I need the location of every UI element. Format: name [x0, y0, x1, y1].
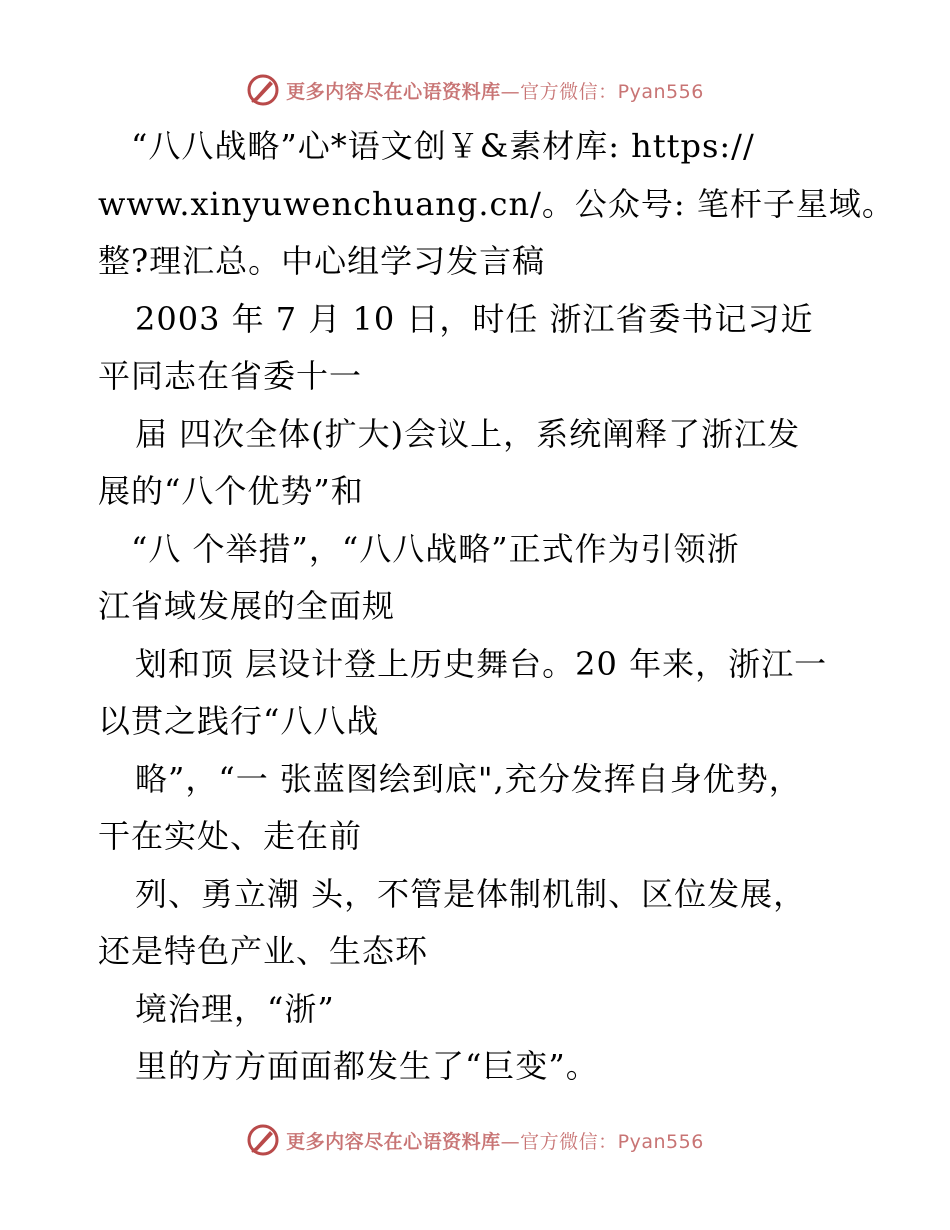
quill-pen-logo-icon: [246, 73, 280, 107]
body-line: 江省域发展的全面规: [98, 587, 396, 625]
body-line: 列、勇立潮 头，不管是体制机制、区位发展，: [135, 874, 807, 913]
header-banner-wechat: 官方微信：Pyan556: [520, 80, 704, 103]
header-banner: [0, 70, 950, 110]
body-line: 还是特色产业、生态环: [98, 932, 429, 970]
body-line: 境治理，“浙”: [135, 989, 335, 1028]
body-line: www.xinyuwenchuang.cn/。公众号: 笔杆子星域。: [98, 184, 895, 223]
body-line: 2003 年 7 月 10 日，时任 浙江省委书记习近: [135, 299, 814, 338]
quill-pen-logo-icon: [246, 1123, 280, 1157]
footer-banner-text: [286, 1127, 704, 1154]
header-banner-dash: —: [500, 80, 521, 103]
body-line: “八八战略”心*语文创￥&素材库: https://: [131, 127, 755, 165]
body-line: 展的“八个优势”和: [98, 472, 364, 510]
header-banner-text: [286, 77, 704, 104]
body-line: 届 四次全体(扩大)会议上，系统阐释了浙江发: [135, 414, 801, 453]
footer-banner-dash: —: [500, 1130, 521, 1153]
body-line: 划和顶 层设计登上历史舞台。20 年来，浙江一: [135, 644, 828, 683]
body-line: 略”，“一 张蓝图绘到底",充分发挥自身优势，: [135, 759, 802, 798]
body-line: “八 个举措”，“八八战略”正式作为引领浙: [131, 529, 740, 568]
footer-banner-wechat: 官方微信：Pyan556: [520, 1130, 704, 1153]
footer-banner: [0, 1120, 950, 1160]
body-line: 整?理汇总。中心组学习发言稿: [98, 242, 546, 280]
document-body: [98, 118, 895, 1096]
header-banner-title: 更多内容尽在心语资料库: [286, 80, 501, 103]
body-line: 里的方方面面都发生了“巨变”。: [135, 1047, 599, 1085]
body-line: 以贯之践行“八八战: [98, 702, 380, 740]
footer-banner-title: 更多内容尽在心语资料库: [286, 1130, 501, 1153]
body-line: 干在实处、走在前: [98, 817, 363, 855]
body-line: 平同志在省委十一: [98, 357, 363, 395]
